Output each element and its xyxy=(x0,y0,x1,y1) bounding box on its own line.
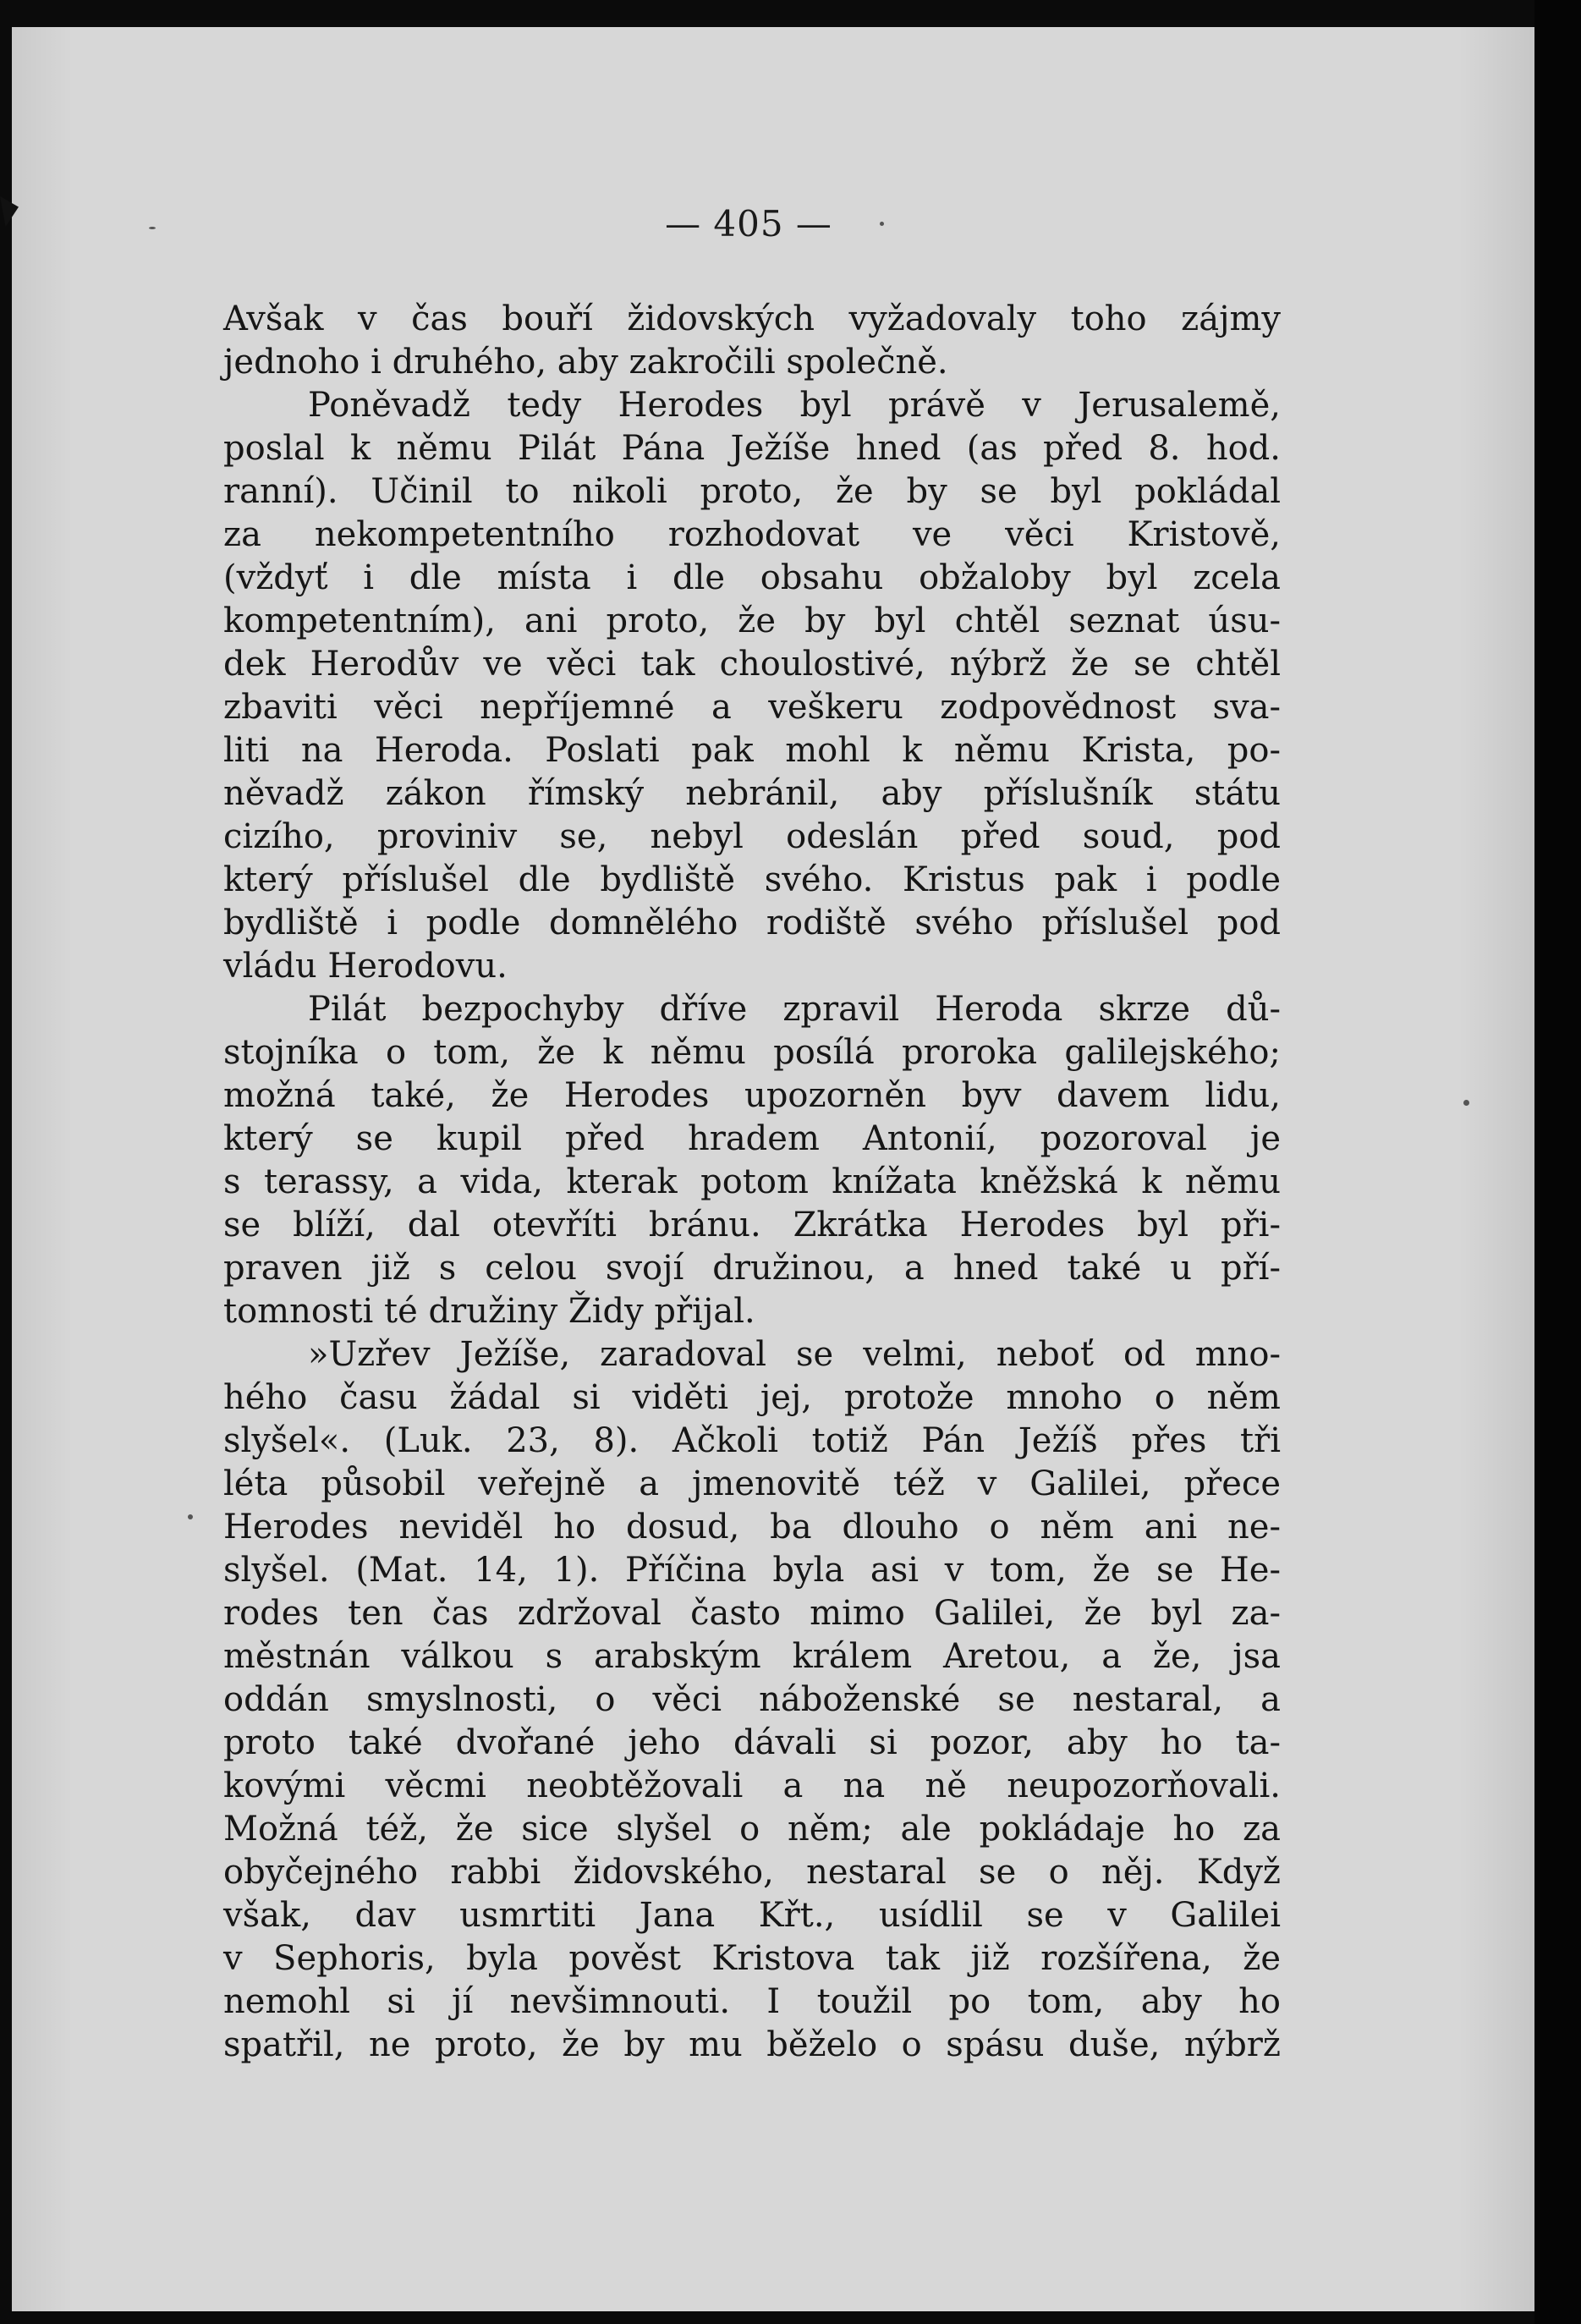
text-line: dek Herodův ve věci tak choulostivé, nýbrž že se chtěl xyxy=(223,645,1281,684)
text-line: spatřil, ne proto, že by mu běželo o spásu duše, nýbrž xyxy=(223,2025,1281,2064)
scan-speck xyxy=(149,227,156,229)
text-line: liti na Heroda. Poslati pak mohl k němu Krista, po- xyxy=(223,731,1281,770)
text-line: slyšel. (Mat. 14, 1). Příčina byla asi v tom, že se He- xyxy=(223,1551,1281,1590)
text-line: cizího, proviniv se, nebyl odeslán před soud, pod xyxy=(223,817,1281,856)
text-line: něvadž zákon římský nebránil, aby příslušník státu xyxy=(223,774,1281,813)
text-line: slyšel«. (Luk. 23, 8). Ačkoli totiž Pán Ježíš přes tři xyxy=(223,1421,1281,1460)
text-line: stojníka o tom, že k němu posílá proroka galilejského; xyxy=(223,1033,1281,1072)
text-line: který příslušel dle bydliště svého. Kristus pak i podle xyxy=(223,860,1281,899)
paragraph-start-line: Pilát bezpochyby dříve zpravil Heroda skrze dů- xyxy=(308,990,1281,1029)
text-line: se blíží, dal otevříti bránu. Zkrátka Herodes byl při- xyxy=(223,1206,1281,1244)
text-line: městnán válkou s arabským králem Aretou, a že, jsa xyxy=(223,1637,1281,1676)
text-line: proto také dvořané jeho dávali si pozor, aby ho ta- xyxy=(223,1723,1281,1762)
text-line: (vždyť i dle místa i dle obsahu obžaloby byl zcela xyxy=(223,558,1281,597)
text-line: oddán smyslnosti, o věci náboženské se nestaral, a xyxy=(223,1680,1281,1719)
text-line: léta působil veřejně a jmenovitě též v Galilei, přece xyxy=(223,1464,1281,1503)
text-line: za nekompetentního rozhodovat ve věci Kristově, xyxy=(223,515,1281,554)
text-line: obyčejného rabbi židovského, nestaral se o něj. Když xyxy=(223,1853,1281,1892)
text-line: poslal k němu Pilát Pána Ježíše hned (as před 8. hod. xyxy=(223,429,1281,468)
paragraph-start-line: »Uzřev Ježíše, zaradoval se velmi, neboť od mno- xyxy=(308,1335,1281,1374)
text-line: hého času žádal si viděti jej, protože mnoho o něm xyxy=(223,1378,1281,1417)
text-line: zbaviti věci nepříjemné a veškeru zodpovědnost sva- xyxy=(223,688,1281,727)
scan-speck xyxy=(880,222,884,226)
text-line: kompetentním), ani proto, že by byl chtěl seznat úsu- xyxy=(223,602,1281,640)
text-line: praven již s celou svojí družinou, a hned také u pří- xyxy=(223,1249,1281,1288)
text-line: Herodes neviděl ho dosud, ba dlouho o něm ani ne- xyxy=(223,1508,1281,1547)
scan-shadow-right xyxy=(1534,0,1581,2324)
scan-speck xyxy=(188,1514,193,1519)
text-line: s terassy, a vida, kterak potom knížata kněžská k němu xyxy=(223,1162,1281,1201)
text-line: možná také, že Herodes upozorněn byv davem lidu, xyxy=(223,1076,1281,1115)
text-line: Možná též, že sice slyšel o něm; ale pokládaje ho za xyxy=(223,1810,1281,1849)
text-line: kovými věcmi neobtěžovali a na ně neupozorňovali. xyxy=(223,1766,1281,1805)
text-line: bydliště i podle domnělého rodiště svého příslušel pod xyxy=(223,904,1281,942)
text-line: v Sephoris, byla pověst Kristova tak již rozšířena, že xyxy=(223,1939,1281,1978)
text-line: nemohl si jí nevšimnouti. I toužil po tom, aby ho xyxy=(223,1982,1281,2021)
text-line: však, dav usmrtiti Jana Křt., usídlil se v Galilei xyxy=(223,1896,1281,1935)
page-number: — 405 — xyxy=(665,203,832,244)
text-line: ranní). Učinil to nikoli proto, že by se byl pokládal xyxy=(223,472,1281,511)
text-line: který se kupil před hradem Antonií, pozoroval je xyxy=(223,1119,1281,1158)
body-text xyxy=(223,298,1281,2067)
text-line: tomnosti té družiny Židy přijal. xyxy=(223,1292,755,1331)
scan-speck xyxy=(1463,1100,1469,1106)
text-line: jednoho i druhého, aby zakročili společně. xyxy=(223,343,948,382)
paragraph-start-line: Poněvadž tedy Herodes byl právě v Jerusalemě, xyxy=(308,386,1281,425)
text-line: rodes ten čas zdržoval často mimo Galilei, že byl za- xyxy=(223,1594,1281,1633)
text-line: Avšak v čas bouří židovských vyžadovaly toho zájmy xyxy=(223,299,1281,338)
text-line: vládu Herodovu. xyxy=(223,947,508,986)
